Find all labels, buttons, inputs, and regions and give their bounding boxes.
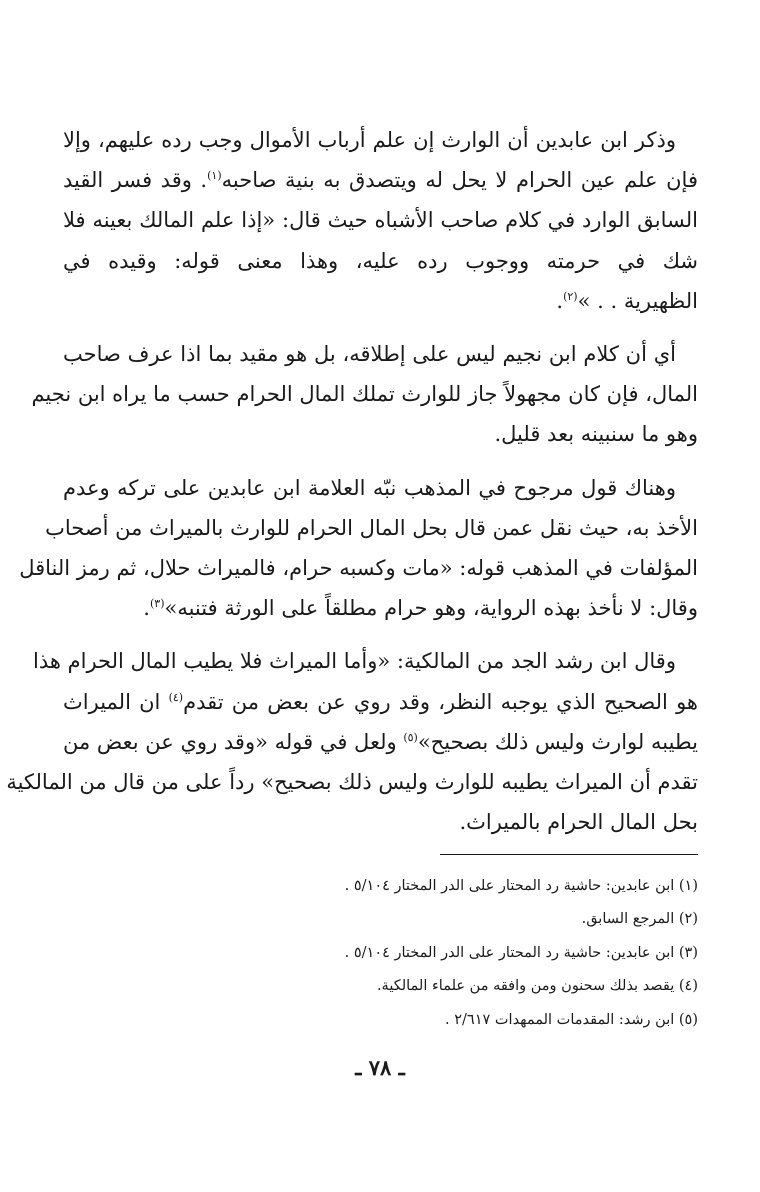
- paragraph-line: وهناك قول مرجوح في المذهب نبّه العلامة ابن عابدين على تركه وعدم: [63, 475, 676, 500]
- paragraph-3: [19, 468, 698, 629]
- paragraph-line: فإن علم عين الحرام لا يحل له ويتصدق به بنية صاحبه$^{(١)}$. وقد فسر القيد: [63, 168, 698, 193]
- footnote-ref: (٥): [403, 730, 418, 744]
- footnote-item: (١) ابن عابدين: حاشية رد المحتار على الدر المختار ٥/١٠٤ .: [344, 878, 698, 894]
- footnote-item: (٢) المرجع السابق.: [581, 911, 698, 928]
- paragraph-line: الأخذ به، حيث نقل عمن قال بحل المال الحرام للوارث بالميراث من أصحاب: [45, 515, 698, 540]
- footnote-item: (٤) يقصد بذلك سحنون ومن وافقه من علماء المالكية.: [376, 978, 698, 995]
- footnote-ref: (٣): [149, 597, 165, 611]
- footnote-ref: (٤): [168, 690, 184, 704]
- footnote-ref: (١): [207, 169, 222, 183]
- paragraph-4: [6, 641, 698, 842]
- paragraph-line: وقال ابن رشد الجد من المالكية: «وأما الميراث فلا يطيب المال الحرام هذا: [33, 649, 676, 674]
- paragraph-1: [63, 120, 698, 321]
- paragraph-2: [31, 334, 698, 455]
- paragraph-line: يطيبه لوارث وليس ذلك بصحيح»$^{(٥)}$ ولعل في قوله «وقد روي عن بعض من: [63, 729, 698, 754]
- paragraph-line: السابق الوارد في كلام صاحب الأشباه حيث قال: «إذا علم المالك بعينه فلا: [63, 208, 698, 233]
- footnote-separator: [440, 854, 698, 855]
- footnote-item: (٥) ابن رشد: المقدمات الممهدات ٢/٦١٧ .: [445, 1011, 698, 1028]
- paragraph-line: أي أن كلام ابن نجيم ليس على إطلاقه، بل هو مقيد بما اذا عرف صاحب: [63, 342, 676, 367]
- paragraph-line: شك في حرمته ووجوب رده عليه، وهذا معنى قوله: وقيده في: [63, 248, 698, 273]
- main-text: [6, 120, 698, 842]
- footnote-ref: (٢): [563, 289, 578, 303]
- paragraph-line: الظهيرية . . »$^{(٢)}$.: [556, 288, 698, 313]
- paragraph-line: المؤلفات في المذهب قوله: «مات وكسبه حرام، فالميراث حلال، ثم رمز الناقل: [19, 556, 698, 581]
- page-number: ـ ٧٨ ـ: [355, 1055, 405, 1080]
- paragraph-line: المال، فإن كان مجهولاً جاز للوارث تملك المال الحرام حسب ما يراه ابن نجيم: [31, 382, 698, 407]
- paragraph-line: وذكر ابن عابدين أن الوارث إن علم أرباب الأموال وجب رده عليهم، وإلا: [63, 128, 676, 152]
- paragraph-line: وقال: لا نأخذ بهذه الرواية، وهو حرام مطلقاً على الورثة فتنبه»$^{(٣)}$.: [143, 596, 698, 621]
- footnote-item: (٣) ابن عابدين: حاشية رد المحتار على الدر المختار ٥/١٠٤ .: [344, 944, 698, 961]
- paragraph-line: تقدم أن الميراث يطيبه للوارث وليس ذلك بصحيح» رداً على من قال من المالكية: [6, 770, 698, 795]
- paragraph-line: وهو ما سنبينه بعد قليل.: [494, 422, 698, 447]
- footnotes: [58, 870, 698, 1037]
- paragraph-line: بحل المال الحرام بالميراث.: [459, 810, 698, 835]
- paragraph-line: هو الصحيح الذي يوجبه النظر، وقد روي عن بعض من تقدم$^{(٤)}$ ان الميراث: [63, 689, 698, 714]
